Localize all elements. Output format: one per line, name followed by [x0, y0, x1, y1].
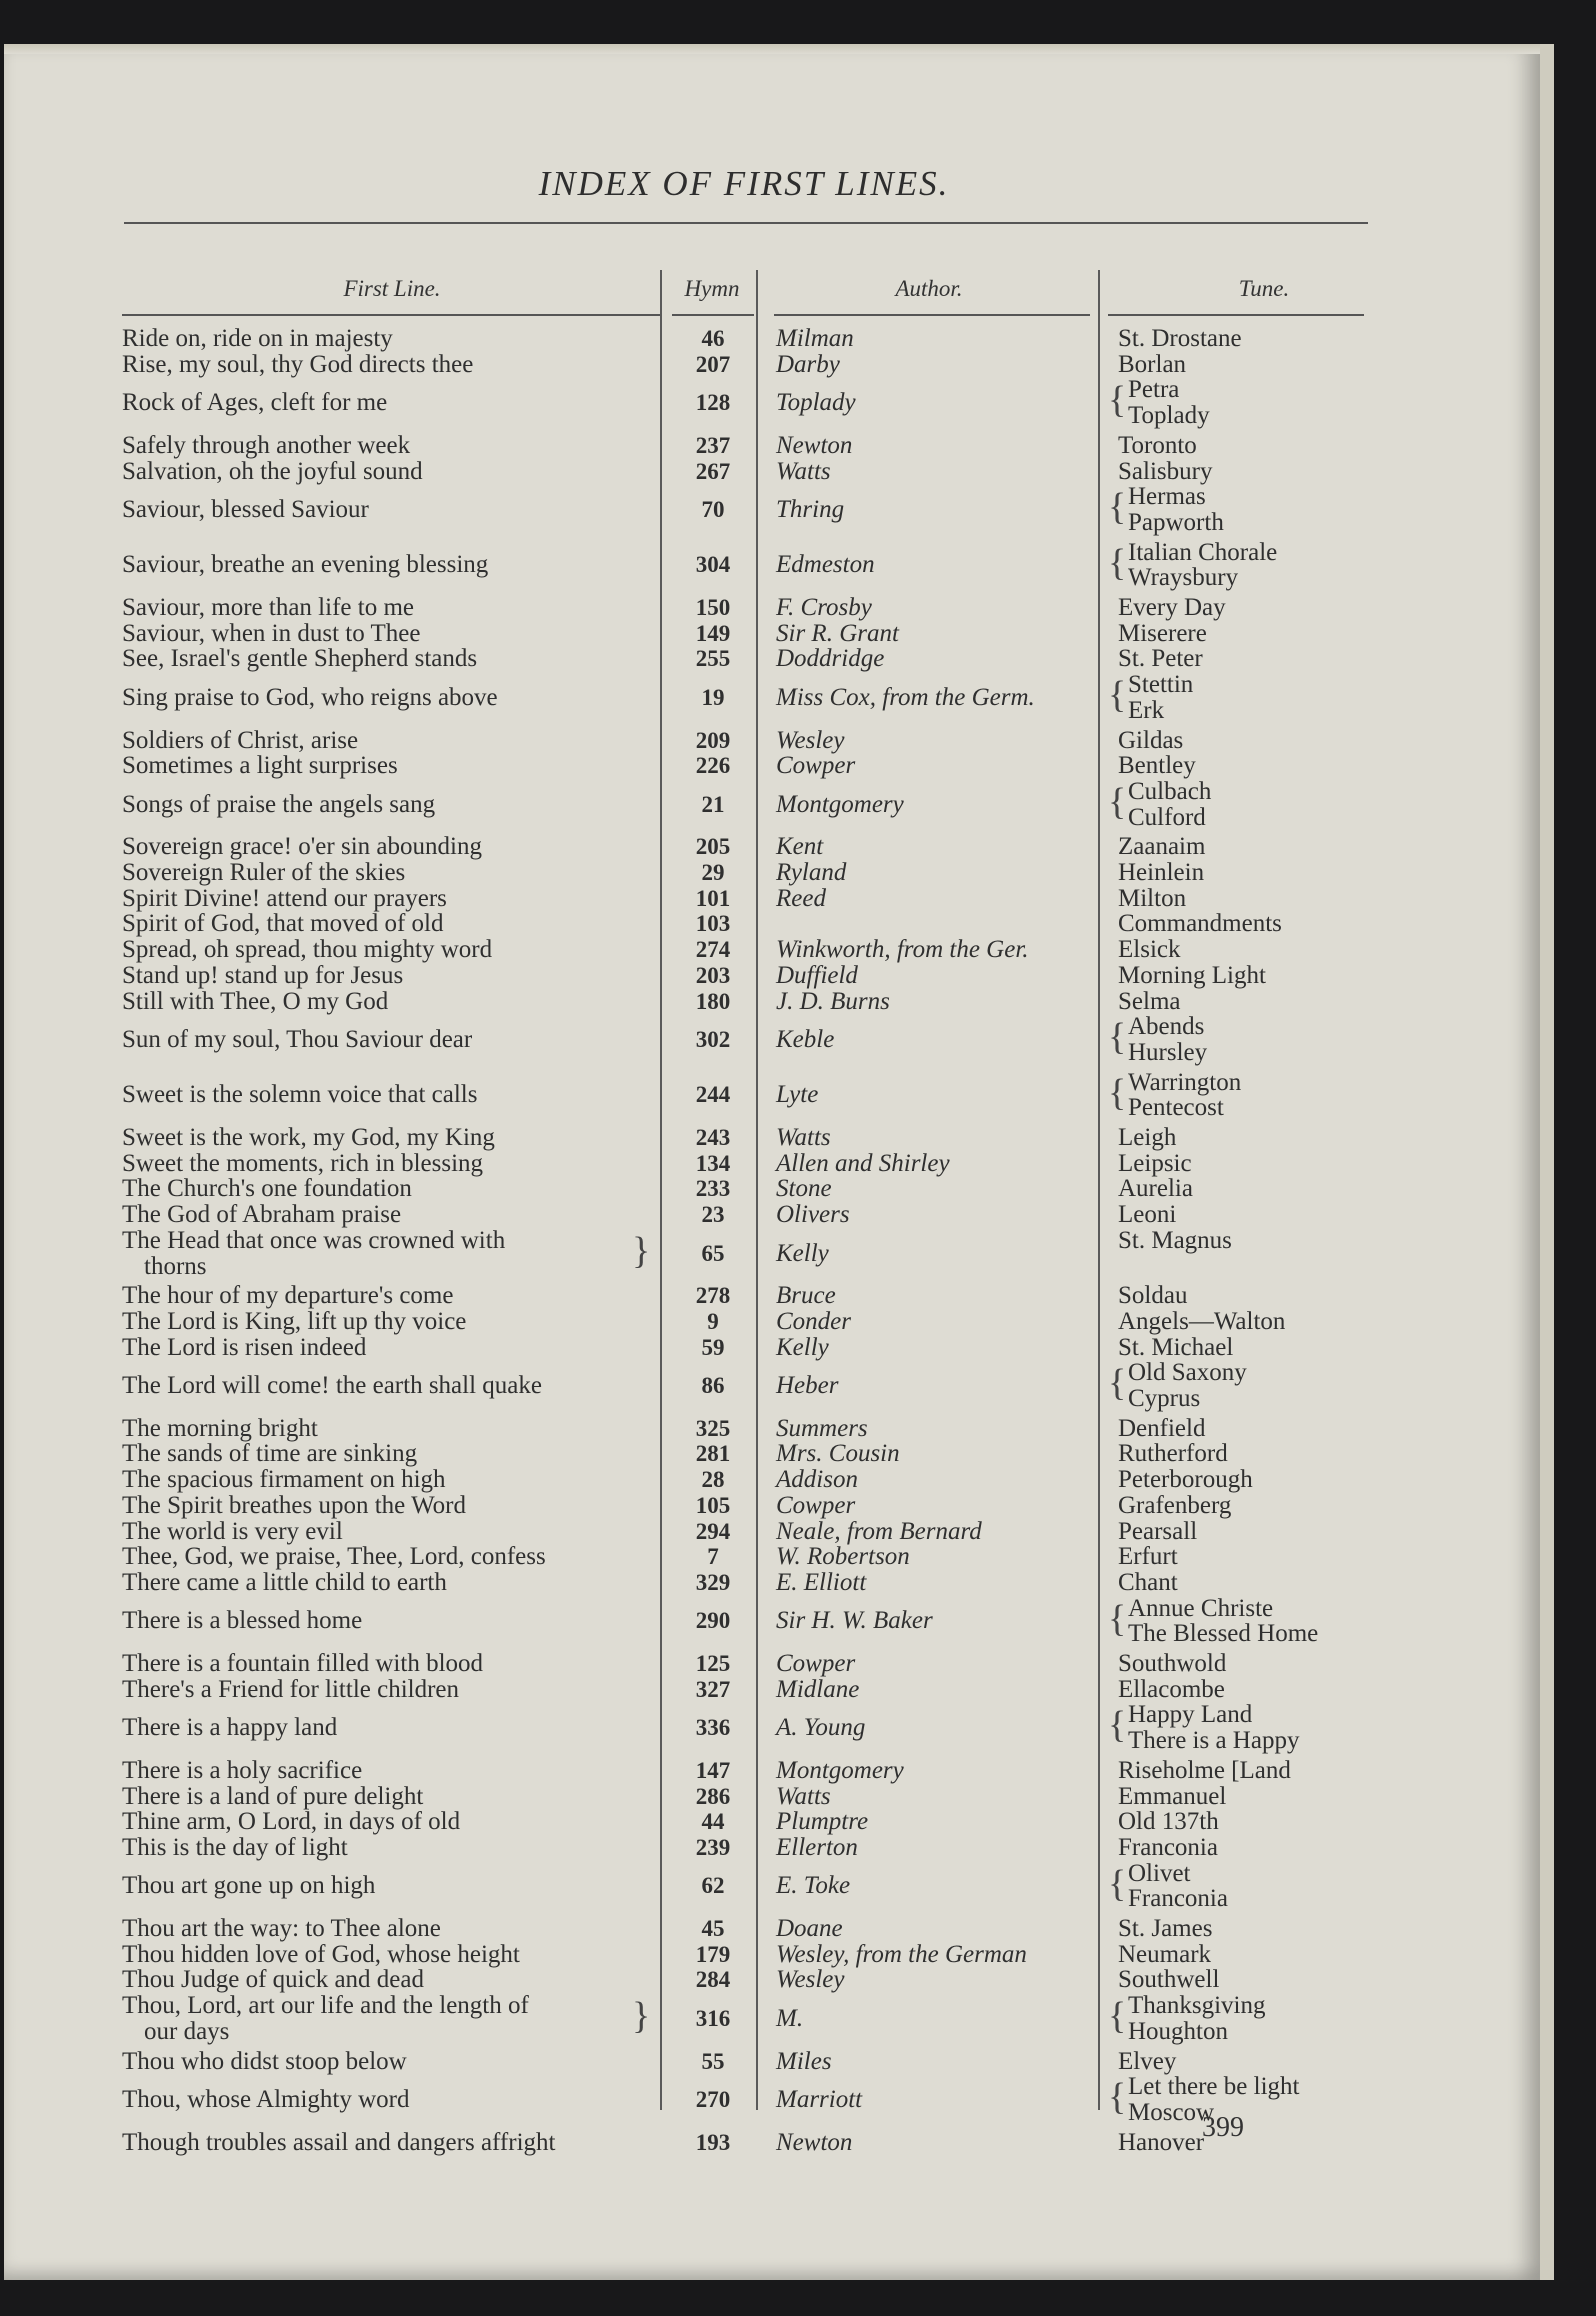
hymn-number: 45: [701, 1916, 725, 1941]
tune-name: Leigh: [1118, 1124, 1177, 1151]
tune-name: Morning Light: [1118, 961, 1266, 989]
author-name: Summers: [776, 1414, 868, 1442]
hymn-number: 149: [695, 620, 731, 646]
tune-name: Wraysbury: [1128, 564, 1239, 592]
tune-name: Houghton: [1128, 2017, 1228, 2045]
tune-name: Southwold: [1118, 1650, 1227, 1677]
author-name: Wesley, from the German: [776, 1940, 1027, 1968]
hymn-number: 270: [695, 2087, 731, 2113]
author-name: Toplady: [776, 389, 856, 417]
tune-name: Franconia: [1128, 1885, 1228, 1913]
tune-name: Old 137th: [1118, 1808, 1219, 1836]
tune-name: Chant: [1118, 1568, 1178, 1596]
first-line-text: The Lord is risen indeed: [122, 1333, 367, 1361]
author-name: Neale, from Bernard: [776, 1517, 982, 1545]
brace-mark: {: [1108, 1597, 1127, 1640]
author-name: Thring: [776, 496, 845, 524]
hymn-number: 316: [695, 2005, 731, 2031]
hymn-number: 19: [701, 684, 725, 710]
first-line-text: Saviour, when in dust to Thee: [122, 619, 421, 647]
hymn-number: 290: [695, 1608, 731, 1634]
author-name: Ryland: [776, 859, 847, 886]
hymn-number: 203: [695, 962, 731, 988]
tune-name: Old Saxony: [1128, 1359, 1247, 1387]
author-name: Lyte: [776, 1081, 819, 1109]
hymn-number: 255: [695, 646, 731, 672]
first-line-text: There is a blessed home: [122, 1607, 363, 1635]
author-name: Milman: [776, 325, 854, 352]
tune-name: Miserere: [1118, 619, 1207, 647]
first-line-text: There came a little child to earth: [122, 1568, 447, 1596]
hymn-number: 237: [695, 432, 731, 458]
author-name: Addison: [776, 1466, 858, 1494]
author-name: Cowper: [776, 1650, 856, 1677]
hymn-number: 244: [695, 1082, 731, 1108]
tune-name: Toplady: [1128, 402, 1210, 430]
first-line-text: Still with Thee, O my God: [122, 987, 389, 1015]
hymn-number: 86: [701, 1373, 725, 1399]
first-line-text: Soldiers of Christ, arise: [122, 726, 359, 754]
first-line-text: Salvation, oh the joyful sound: [122, 457, 423, 485]
author-name: Kent: [776, 833, 824, 861]
first-line-continuation: our days: [144, 2017, 230, 2045]
tune-name: St. Magnus: [1118, 1226, 1232, 1254]
first-line-text: Stand up! stand up for Jesus: [122, 961, 404, 989]
first-line-text: Rock of Ages, cleft for me: [122, 389, 388, 417]
first-line-text: Sovereign Ruler of the skies: [122, 859, 406, 886]
tune-name: Rutherford: [1118, 1440, 1228, 1468]
first-line-text: Thou hidden love of God, whose height: [122, 1940, 520, 1968]
tune-name: Erfurt: [1118, 1543, 1178, 1571]
author-name: Olivers: [776, 1201, 850, 1229]
header-author: Author.: [895, 276, 963, 301]
first-line-text: The spacious firmament on high: [122, 1466, 446, 1494]
author-name: Conder: [776, 1307, 851, 1335]
tune-name: Grafenberg: [1118, 1491, 1232, 1519]
brace-mark: {: [1108, 1862, 1127, 1905]
tune-name: St. Michael: [1118, 1333, 1234, 1361]
brace-mark: {: [1108, 541, 1127, 584]
hymn-number: 44: [701, 1809, 725, 1835]
author-name: Heber: [776, 1372, 839, 1400]
author-name: W. Robertson: [776, 1543, 910, 1571]
author-name: Reed: [776, 884, 826, 912]
first-line-text: The Lord is King, lift up thy voice: [122, 1307, 467, 1335]
brace-mark: {: [1108, 1362, 1127, 1405]
hymn-number: 103: [695, 911, 731, 937]
author-name: Kelly: [776, 1239, 829, 1267]
hymn-number: 226: [695, 753, 731, 779]
hymn-number: 233: [695, 1176, 731, 1202]
book-page: [4, 44, 1554, 2280]
tune-name: Angels—Walton: [1118, 1307, 1286, 1335]
first-line-text: Ride on, ride on in majesty: [122, 325, 393, 352]
first-line-text: Thou art the way: to Thee alone: [122, 1915, 441, 1942]
author-name: Watts: [776, 1124, 831, 1151]
tune-name: Denfield: [1118, 1414, 1206, 1442]
first-line-text: There's a Friend for little children: [122, 1675, 460, 1703]
tune-name: Aurelia: [1118, 1175, 1193, 1203]
tune-name: St. Peter: [1118, 645, 1203, 673]
hymn-number: 286: [695, 1783, 731, 1809]
brace-mark: {: [1108, 780, 1127, 823]
tune-name: Stettin: [1128, 671, 1194, 699]
tune-name: Happy Land: [1128, 1701, 1253, 1729]
hymn-number: 267: [695, 458, 731, 484]
author-name: Keble: [776, 1026, 835, 1054]
header-hymn: Hymn: [684, 276, 740, 301]
hymn-number: 101: [695, 885, 731, 911]
first-line-text: The Church's one foundation: [122, 1175, 412, 1203]
tune-name: Let there be light: [1128, 2073, 1300, 2101]
hymn-number: 29: [701, 860, 725, 885]
tune-name: Emmanuel: [1118, 1782, 1227, 1810]
hymn-number: 205: [695, 834, 731, 860]
hymn-number: 125: [695, 1651, 731, 1676]
tune-name: Annue Christe: [1128, 1594, 1274, 1622]
tune-name: Pearsall: [1118, 1517, 1198, 1545]
author-name: Sir R. Grant: [776, 619, 899, 647]
brace-mark: {: [1108, 1704, 1127, 1747]
author-name: M.: [776, 2004, 804, 2032]
author-name: Mrs. Cousin: [776, 1440, 900, 1468]
tune-name: Hursley: [1128, 1038, 1208, 1066]
tune-name: The Blessed Home: [1128, 1620, 1319, 1648]
first-line-text: Spirit of God, that moved of old: [122, 910, 444, 938]
hymn-number: 23: [701, 1202, 725, 1228]
tune-name: Heinlein: [1118, 859, 1205, 886]
first-line-text: The God of Abraham praise: [122, 1201, 402, 1229]
first-line-text: Though troubles assail and dangers affright: [122, 2128, 556, 2156]
author-name: Darby: [776, 350, 840, 378]
tune-name: Hanover: [1118, 2128, 1205, 2156]
tune-name: Hermas: [1128, 483, 1206, 511]
author-name: Montgomery: [776, 790, 904, 818]
tune-name: Borlan: [1118, 350, 1187, 378]
page-number: 399: [1202, 2112, 1244, 2143]
tune-name: Salisbury: [1118, 457, 1213, 485]
hymn-number: 59: [701, 1334, 725, 1360]
author-name: Cowper: [776, 1491, 856, 1519]
hymn-number: 7: [707, 1544, 719, 1570]
tune-name: Commandments: [1118, 910, 1282, 938]
first-line-text: The Spirit breathes upon the Word: [122, 1491, 466, 1519]
author-name: Kelly: [776, 1333, 829, 1361]
tune-name: Culford: [1128, 803, 1206, 831]
first-line-text: Sweet the moments, rich in blessing: [122, 1149, 484, 1177]
tune-name: St. Drostane: [1118, 325, 1242, 352]
hymn-number: 327: [695, 1676, 731, 1702]
tune-name: Pentecost: [1128, 1094, 1224, 1122]
tune-name: Moscow: [1128, 2098, 1215, 2126]
author-name: Ellerton: [776, 1833, 858, 1861]
tune-name: Abends: [1128, 1013, 1205, 1041]
author-name: Montgomery: [776, 1756, 904, 1784]
brace-mark: {: [1108, 486, 1127, 529]
tune-name: Warrington: [1128, 1068, 1242, 1096]
author-name: Plumptre: [776, 1808, 869, 1836]
brace-mark: {: [1108, 2076, 1127, 2119]
first-line-text: Thee, God, we praise, Thee, Lord, confess: [122, 1543, 546, 1571]
tune-name: Bentley: [1118, 752, 1196, 780]
first-line-text: The Lord will come! the earth shall quake: [122, 1372, 542, 1400]
hymn-number: 21: [701, 791, 725, 817]
hymn-number: 65: [701, 1240, 725, 1266]
first-line-text: Sometimes a light surprises: [122, 752, 398, 780]
first-line-text: Sing praise to God, who reigns above: [122, 683, 498, 711]
author-name: Watts: [776, 1782, 831, 1810]
tune-name: Gildas: [1118, 726, 1184, 754]
header-tune: Tune.: [1238, 276, 1290, 301]
first-line-text: Safely through another week: [122, 431, 411, 459]
tune-name: Selma: [1118, 987, 1181, 1015]
author-name: Watts: [776, 457, 831, 485]
tune-name: Zaanaim: [1118, 833, 1206, 861]
hymn-number: 134: [695, 1150, 731, 1176]
hymn-number: 209: [695, 727, 731, 753]
first-line-text: The morning bright: [122, 1414, 318, 1442]
tune-name: Papworth: [1128, 508, 1224, 536]
author-name: Winkworth, from the Ger.: [776, 936, 1029, 964]
author-name: J. D. Burns: [776, 987, 890, 1015]
first-line-text: Sweet is the work, my God, my King: [122, 1124, 495, 1151]
tune-name: Toronto: [1118, 431, 1197, 459]
first-line-text: Thou, whose Almighty word: [122, 2086, 410, 2114]
hymn-number: 105: [695, 1492, 731, 1518]
tune-name: Petra: [1128, 376, 1180, 404]
tune-name: Franconia: [1118, 1833, 1218, 1861]
brace-mark: }: [632, 1229, 651, 1272]
hymn-number: 46: [701, 326, 725, 351]
page-title: INDEX OF FIRST LINES.: [538, 164, 950, 203]
tune-name: Cyprus: [1128, 1385, 1201, 1412]
hymn-number: 325: [695, 1415, 731, 1441]
hymn-number: 9: [707, 1308, 719, 1334]
tune-name: Ellacombe: [1118, 1675, 1225, 1703]
hymn-number: 28: [701, 1467, 725, 1493]
hymn-number: 278: [695, 1283, 731, 1309]
hymn-number: 281: [695, 1441, 731, 1467]
first-line-continuation: thorns: [144, 1252, 207, 1280]
hymn-number: 128: [695, 390, 731, 416]
header-first-line: First Line.: [343, 276, 441, 301]
author-name: Midlane: [776, 1675, 860, 1703]
hymn-number: 302: [695, 1027, 731, 1053]
author-name: E. Elliott: [776, 1568, 867, 1596]
author-name: Sir H. W. Baker: [776, 1607, 933, 1635]
hymn-number: 304: [695, 552, 731, 578]
author-name: Duffield: [776, 961, 858, 989]
tune-name: Riseholme [Land: [1118, 1756, 1291, 1784]
first-line-text: Spread, oh spread, thou mighty word: [122, 936, 493, 964]
hymn-number: 179: [695, 1941, 731, 1967]
hymn-number: 55: [701, 2048, 725, 2074]
author-name: Bruce: [776, 1282, 836, 1310]
brace-mark: {: [1108, 1995, 1127, 2038]
index-table: [4, 44, 1540, 2280]
tune-name: Thanksgiving: [1128, 1992, 1266, 2020]
author-name: Miles: [776, 2047, 832, 2075]
tune-name: Peterborough: [1118, 1466, 1253, 1494]
tune-name: Neumark: [1118, 1940, 1212, 1968]
tune-name: Southwell: [1118, 1966, 1220, 1994]
first-line-text: See, Israel's gentle Shepherd stands: [122, 645, 478, 673]
tune-name: Olivet: [1128, 1859, 1191, 1887]
tune-name: There is a Happy: [1128, 1727, 1300, 1755]
first-line-text: Spirit Divine! attend our prayers: [122, 884, 447, 912]
hymn-number: 294: [695, 1518, 731, 1544]
hymn-number: 180: [695, 988, 731, 1014]
author-name: Wesley: [776, 1966, 845, 1994]
tune-name: Elsick: [1118, 936, 1181, 964]
hymn-number: 193: [695, 2129, 731, 2155]
hymn-number: 274: [695, 937, 731, 963]
hymn-number: 62: [701, 1873, 725, 1899]
tune-name: St. James: [1118, 1915, 1213, 1942]
author-name: Newton: [776, 2128, 853, 2156]
hymn-number: 150: [695, 595, 731, 620]
hymn-number: 239: [695, 1834, 731, 1860]
first-line-text: There is a holy sacrifice: [122, 1756, 363, 1784]
author-name: Edmeston: [776, 551, 875, 579]
hymn-number: 147: [695, 1757, 731, 1783]
tune-name: Milton: [1118, 884, 1187, 912]
hymn-number: 243: [695, 1125, 731, 1150]
author-name: Stone: [776, 1175, 832, 1203]
brace-mark: {: [1108, 1016, 1127, 1059]
first-line-text: Sun of my soul, Thou Saviour dear: [122, 1026, 473, 1054]
first-line-text: There is a land of pure delight: [122, 1782, 424, 1810]
first-line-text: This is the day of light: [122, 1833, 348, 1861]
tune-name: Every Day: [1118, 594, 1226, 621]
first-line-text: Sweet is the solemn voice that calls: [122, 1081, 478, 1109]
first-line-text: There is a happy land: [122, 1714, 338, 1742]
first-line-text: Saviour, blessed Saviour: [122, 496, 369, 524]
first-line-text: Songs of praise the angels sang: [122, 790, 436, 818]
hymn-number: 284: [695, 1967, 731, 1993]
author-name: Allen and Shirley: [776, 1149, 950, 1177]
brace-mark: {: [1108, 1071, 1127, 1114]
first-line-text: Thou Judge of quick and dead: [122, 1966, 425, 1994]
first-line-text: Saviour, more than life to me: [122, 594, 414, 621]
hymn-number: 329: [695, 1569, 731, 1595]
author-name: Doddridge: [776, 645, 885, 673]
first-line-text: Thou, Lord, art our life and the length of: [122, 1992, 529, 2020]
author-name: E. Toke: [776, 1872, 851, 1900]
first-line-text: The Head that once was crowned with: [122, 1226, 506, 1254]
tune-name: Erk: [1128, 696, 1165, 724]
brace-mark: }: [632, 1995, 651, 2038]
first-line-text: The hour of my departure's come: [122, 1282, 454, 1310]
brace-mark: {: [1108, 674, 1127, 717]
author-name: Marriott: [776, 2086, 863, 2114]
author-name: Doane: [776, 1915, 843, 1942]
hymn-number: 336: [695, 1715, 731, 1741]
first-line-text: Thou who didst stoop below: [122, 2047, 407, 2075]
first-line-text: Thine arm, O Lord, in days of old: [122, 1808, 461, 1836]
first-line-text: Sovereign grace! o'er sin abounding: [122, 833, 482, 861]
author-name: Wesley: [776, 726, 845, 754]
first-line-text: Thou art gone up on high: [122, 1872, 376, 1900]
first-line-text: Rise, my soul, thy God directs thee: [122, 350, 474, 378]
author-name: Cowper: [776, 752, 856, 780]
tune-name: Leipsic: [1118, 1149, 1192, 1177]
hymn-number: 207: [695, 351, 731, 377]
author-name: Miss Cox, from the Germ.: [776, 683, 1035, 711]
first-line-text: Saviour, breathe an evening blessing: [122, 551, 489, 579]
author-name: Newton: [776, 431, 853, 459]
author-name: A. Young: [776, 1714, 866, 1742]
first-line-text: The world is very evil: [122, 1517, 343, 1545]
first-line-text: The sands of time are sinking: [122, 1440, 418, 1468]
author-name: F. Crosby: [776, 594, 872, 621]
tune-name: Elvey: [1118, 2047, 1177, 2075]
hymn-number: 70: [701, 497, 725, 523]
brace-mark: {: [1108, 379, 1127, 422]
first-line-text: There is a fountain filled with blood: [122, 1650, 484, 1677]
tune-name: Soldau: [1118, 1282, 1188, 1310]
tune-name: Leoni: [1118, 1201, 1177, 1229]
tune-name: Italian Chorale: [1128, 538, 1278, 566]
tune-name: Culbach: [1128, 777, 1212, 805]
